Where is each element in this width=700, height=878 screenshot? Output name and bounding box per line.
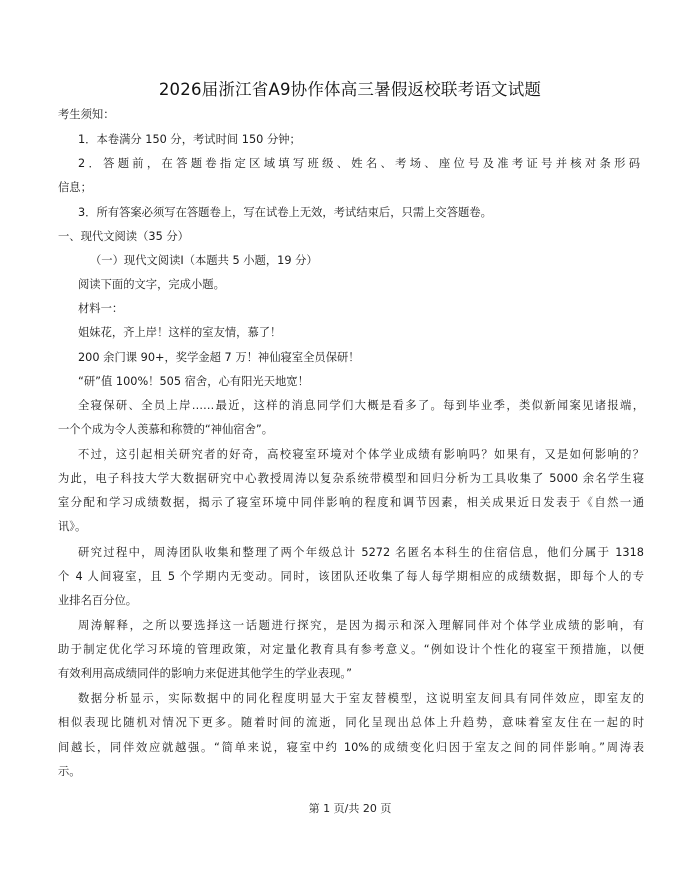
paragraph-line: 为此，电子科技大学大数据研究中心教授周涛以复杂系统带模型和回归分析为工具收集了 5000 余名学生寝 bbox=[58, 472, 644, 485]
notice-item: 2．答题前，在答题卷指定区域填写班级、姓名、考场、座位号及准考证号并核对条形码 bbox=[78, 157, 640, 170]
notice-item: 1．本卷满分 150 分，考试时间 150 分钟； bbox=[78, 133, 301, 146]
paragraph-line: 相似表现比随机对情况下更多。随着时间的流逝，同化呈现出总体上升趋势，意味着室友住在一起的时 bbox=[58, 716, 644, 729]
page-footer: 第 1 页/共 20 页 bbox=[308, 802, 392, 815]
subsection-heading: （一）现代文阅读Ⅰ（本题共 5 小题，19 分） bbox=[90, 254, 318, 267]
paragraph-line: 研究过程中，周涛团队收集和整理了两个年级总计 5272 名匿名本科生的住宿信息，他们分属于 1318 bbox=[78, 546, 644, 559]
instruction-text: 阅读下面的文字，完成小题。 bbox=[78, 278, 225, 291]
paragraph-line: 一个个成为令人羡慕和称赞的“神仙宿舍”。 bbox=[58, 423, 274, 436]
paragraph-line: 全寝保研、全员上岸……最近，这样的消息同学们大概是看多了。每到毕业季，类似新闻案见诸报端， bbox=[78, 399, 644, 412]
headline-line: “研”值 100%！505 宿舍，心有阳光天地宽！ bbox=[78, 375, 309, 388]
notice-item-continuation: 信息； bbox=[58, 181, 92, 194]
paragraph-line: 室分配和学习成绩数据，揭示了寝室环境中同伴影响的程度和调节因素，相关成果近日发表于《自然一通 bbox=[58, 496, 644, 509]
paragraph-line: 间越长，同伴效应就越强。“简单来说，寝室中约 10%的成绩变化归因于室友之间的同伴影响。”周涛表 bbox=[58, 741, 644, 754]
section-heading: 一、现代文阅读（35 分） bbox=[58, 230, 189, 243]
paragraph-line: 个 4 人间寝室，且 5 个学期内无变动。同时，该团队还收集了每人每学期相应的成绩数据，即每个人的专 bbox=[58, 570, 644, 583]
paragraph-line: 助于制定优化学习环境的管理政策，对定量化教育具有参考意义。“例如设计个性化的寝室干预措施，以便 bbox=[58, 643, 644, 656]
paragraph-line: 不过，这引起相关研究者的好奇，高校寝室环境对个体学业成绩有影响吗？如果有，又是如何影响的？ bbox=[78, 448, 644, 461]
paragraph-line: 讯》。 bbox=[58, 520, 87, 533]
paragraph-line: 示。 bbox=[58, 765, 81, 778]
paragraph-line: 数据分析显示，实际数据中的同化程度明显大于室友替模型，这说明室友间具有同伴效应，即室友的 bbox=[78, 692, 644, 705]
exam-title: 2026届浙江省A9协作体高三暑假返校联考语文试题 bbox=[158, 80, 542, 99]
notice-heading: 考生须知： bbox=[58, 108, 115, 121]
notice-item: 3．所有答案必须写在答题卷上，写在试卷上无效，考试结束后，只需上交答题卷。 bbox=[78, 206, 492, 219]
paragraph-line: 业排名百分位。 bbox=[58, 594, 138, 607]
paragraph-line: 有效利用高成绩同伴的影响力来促进其他学生的学业表现。” bbox=[58, 667, 352, 680]
paragraph-line: 周涛解释，之所以要选择这一话题进行探究，是因为揭示和深入理解同伴对个体学业成绩的影响，有 bbox=[78, 619, 644, 632]
material-label: 材料一： bbox=[78, 302, 124, 315]
headline-line: 200 余门课 90+，奖学金超 7 万！神仙寝室全员保研！ bbox=[78, 351, 360, 364]
headline-line: 姐妹花，齐上岸！这样的室友情，慕了！ bbox=[78, 326, 282, 339]
